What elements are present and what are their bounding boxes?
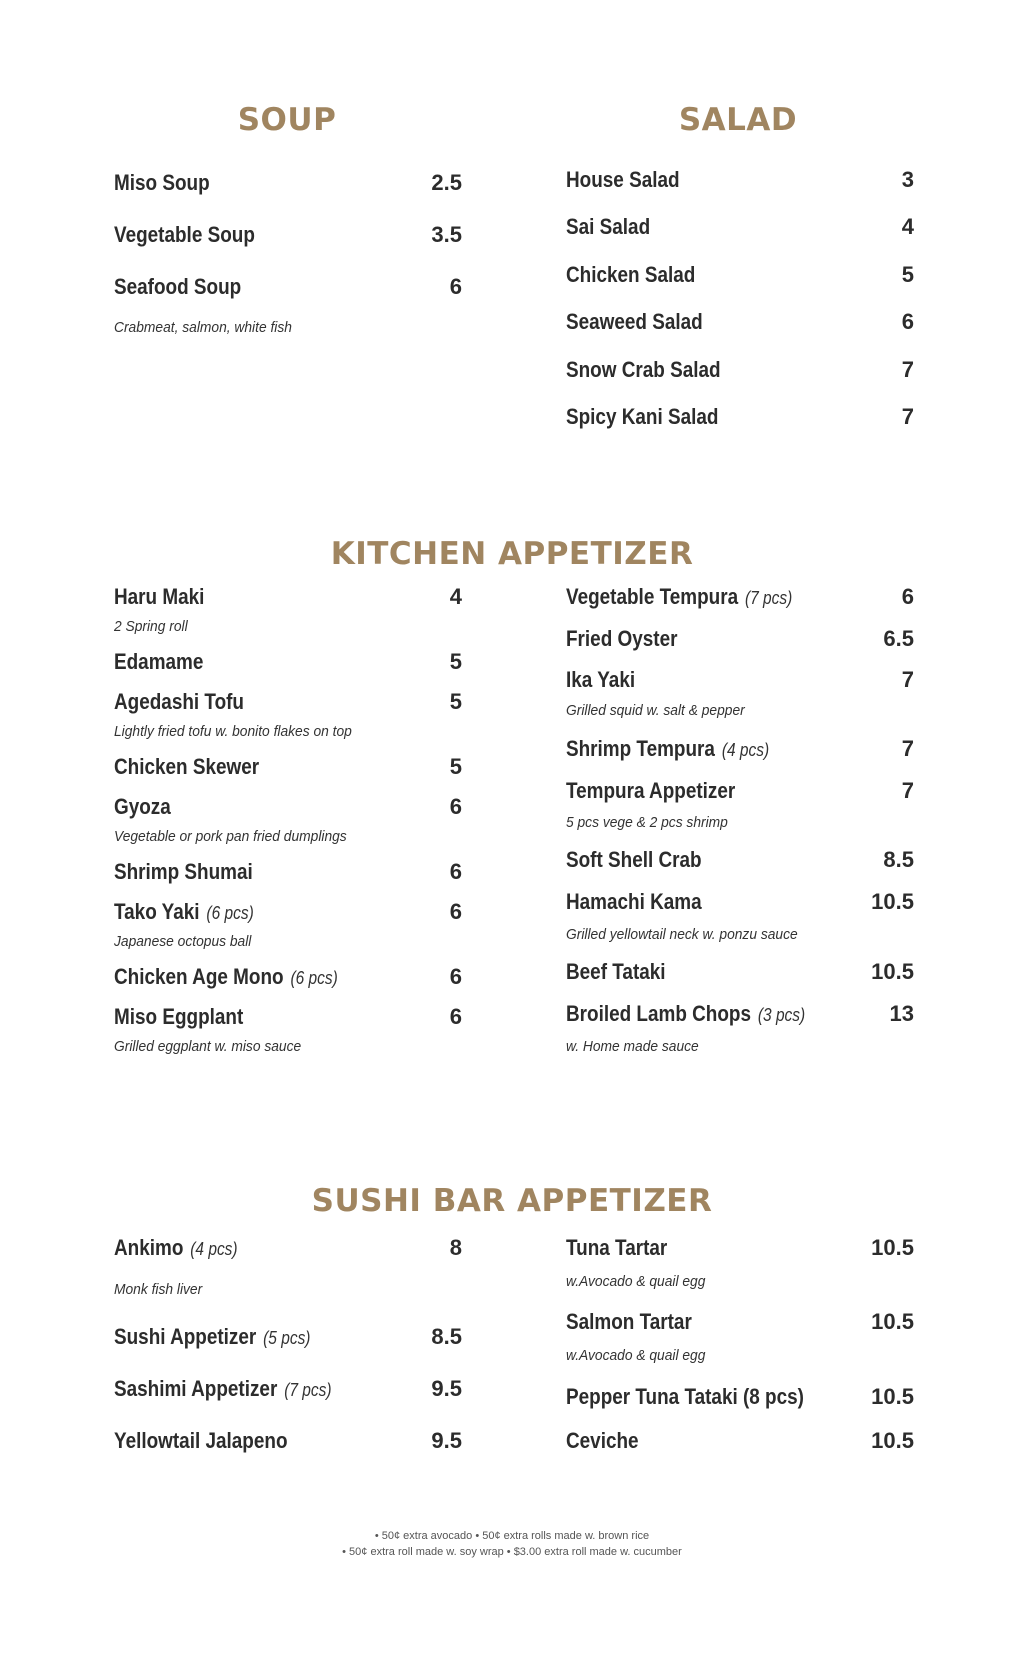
item-price: 10.5	[871, 1428, 914, 1453]
item-description: Grilled yellowtail neck w. ponzu sauce	[566, 926, 798, 943]
item-quantity: (4 pcs)	[721, 740, 770, 760]
item-price: 2.5	[431, 170, 462, 195]
menu-item-vegetable-soup	[114, 221, 462, 251]
menu-item-fried-oyster	[566, 625, 914, 655]
item-name-text: Ankimo	[114, 1235, 184, 1260]
item-price: 6	[901, 584, 914, 609]
menu-item-gyoza	[114, 793, 462, 823]
menu-item-chicken-salad	[566, 261, 914, 291]
item-name-text: Sushi Appetizer	[114, 1324, 257, 1349]
item-price: 4	[901, 214, 914, 239]
item-name: Ceviche	[566, 1428, 639, 1453]
item-name-text: Chicken Age Mono	[114, 964, 284, 989]
item-name: Chicken Skewer	[114, 754, 260, 779]
menu-item-ika-yaki	[566, 666, 914, 696]
menu-item-beef-tataki	[566, 958, 914, 988]
item-price: 5	[449, 649, 462, 674]
item-price: 10.5	[871, 1235, 914, 1260]
menu-item-pepper-tuna-tataki	[566, 1383, 914, 1413]
item-price: 6	[449, 1004, 462, 1029]
item-price: 10.5	[871, 1384, 914, 1409]
item-name: Snow Crab Salad	[566, 357, 721, 382]
menu-item-hamachi-kama	[566, 888, 914, 918]
item-price: 8.5	[431, 1324, 462, 1349]
kitchen-appetizer-heading: KITCHEN APPETIZER	[330, 536, 694, 572]
menu-item-chicken-skewer	[114, 753, 462, 783]
item-name	[114, 1234, 238, 1263]
menu-item-sai-salad	[566, 213, 914, 243]
item-price: 5	[449, 754, 462, 779]
item-name: Miso Soup	[114, 170, 210, 195]
item-name: Hamachi Kama	[566, 889, 702, 914]
item-name: Salmon Tartar	[566, 1309, 692, 1334]
item-name: Tempura Appetizer	[566, 778, 736, 803]
item-price: 7	[901, 357, 914, 382]
item-name: Spicy Kani Salad	[566, 404, 719, 429]
menu-item-haru-maki	[114, 583, 462, 613]
soup-heading: SOUP	[237, 102, 337, 138]
menu-item-agedashi-tofu	[114, 688, 462, 718]
menu-item-chicken-age-mono	[114, 963, 462, 993]
item-name-text: Tako Yaki	[114, 899, 200, 924]
item-name	[566, 583, 792, 612]
item-description: Grilled eggplant w. miso sauce	[114, 1038, 302, 1055]
item-price: 7	[901, 404, 914, 429]
menu-item-miso-eggplant	[114, 1003, 462, 1033]
item-price: 3	[901, 167, 914, 192]
item-name: Fried Oyster	[566, 626, 678, 651]
item-quantity: (7 pcs)	[744, 588, 793, 608]
menu-item-tako-yaki	[114, 898, 462, 928]
item-quantity: (4 pcs)	[190, 1239, 238, 1259]
item-name-text: Shrimp Tempura	[566, 736, 715, 761]
item-price: 8	[449, 1235, 462, 1260]
menu-item-tempura-appetizer	[566, 777, 914, 807]
item-name-text: Broiled Lamb Chops	[566, 1001, 752, 1026]
menu-item-shrimp-tempura	[566, 735, 914, 765]
item-price: 10.5	[871, 959, 914, 984]
item-price: 5	[449, 689, 462, 714]
item-name: Haru Maki	[114, 584, 205, 609]
item-description: 5 pcs vege & 2 pcs shrimp	[566, 814, 728, 831]
menu-item-sashimi-appetizer	[114, 1375, 462, 1405]
item-description: w.Avocado & quail egg	[566, 1273, 706, 1290]
item-price: 7	[901, 778, 914, 803]
item-price: 3.5	[431, 222, 462, 247]
menu-item-vegetable-tempura	[566, 583, 914, 613]
menu-item-miso-soup	[114, 169, 462, 199]
menu-item-ceviche	[566, 1427, 914, 1457]
item-price: 8.5	[883, 847, 914, 872]
item-price: 10.5	[871, 1309, 914, 1334]
item-price: 6	[449, 964, 462, 989]
item-name: Seafood Soup	[114, 274, 242, 299]
footnote-line-2: • 50¢ extra roll made w. soy wrap • $3.00 extra roll made w. cucumber	[342, 1546, 682, 1558]
menu-item-seafood-soup	[114, 273, 462, 303]
item-name-text: Vegetable Tempura	[566, 584, 739, 609]
menu-item-seaweed-salad	[566, 308, 914, 338]
item-name: Beef Tataki	[566, 959, 666, 984]
item-price: 10.5	[871, 889, 914, 914]
footnote-line-1: • 50¢ extra avocado • 50¢ extra rolls made w. brown rice	[374, 1530, 650, 1542]
menu-item-salmon-tartar	[566, 1308, 914, 1338]
item-description: w. Home made sauce	[566, 1038, 699, 1055]
item-name	[114, 1375, 332, 1404]
item-price: 13	[889, 1001, 914, 1026]
salad-heading: SALAD	[678, 102, 798, 138]
item-price: 6	[449, 859, 462, 884]
item-name: Chicken Salad	[566, 262, 696, 287]
item-name: Ika Yaki	[566, 667, 636, 692]
item-quantity: (7 pcs)	[284, 1380, 332, 1400]
item-description: Japanese octopus ball	[114, 933, 252, 950]
item-description: 2 Spring roll	[114, 618, 188, 635]
item-name: Shrimp Shumai	[114, 859, 253, 884]
item-price: 9.5	[431, 1428, 462, 1453]
menu-item-house-salad	[566, 166, 914, 196]
item-price: 4	[449, 584, 462, 609]
item-price: 6.5	[883, 626, 914, 651]
item-name: Sai Salad	[566, 214, 651, 239]
item-name	[566, 735, 769, 764]
item-name: Pepper Tuna Tataki (8 pcs)	[566, 1384, 804, 1409]
item-name: Soft Shell Crab	[566, 847, 702, 872]
menu-item-soft-shell-crab	[566, 846, 914, 876]
item-name	[114, 898, 254, 927]
item-name: Tuna Tartar	[566, 1235, 668, 1260]
item-description: Grilled squid w. salt & pepper	[566, 702, 745, 719]
item-price: 7	[901, 667, 914, 692]
item-price: 6	[449, 899, 462, 924]
menu-item-tuna-tartar	[566, 1234, 914, 1264]
item-price: 9.5	[431, 1376, 462, 1401]
item-quantity: (5 pcs)	[263, 1328, 311, 1348]
item-name: Miso Eggplant	[114, 1004, 244, 1029]
menu-item-snow-crab-salad	[566, 356, 914, 386]
menu-item-shrimp-shumai	[114, 858, 462, 888]
item-description: Monk fish liver	[114, 1281, 203, 1298]
item-price: 6	[449, 794, 462, 819]
item-quantity: (3 pcs)	[757, 1005, 806, 1025]
item-name: Edamame	[114, 649, 204, 674]
item-name	[114, 963, 338, 992]
item-name: House Salad	[566, 167, 680, 192]
item-description: Vegetable or pork pan fried dumplings	[114, 828, 347, 845]
item-price: 6	[449, 274, 462, 299]
item-quantity: (6 pcs)	[206, 903, 254, 923]
menu-item-spicy-kani-salad	[566, 403, 914, 433]
menu-item-sushi-appetizer	[114, 1323, 462, 1353]
item-name: Seaweed Salad	[566, 309, 703, 334]
item-name	[566, 1000, 805, 1029]
item-name: Vegetable Soup	[114, 222, 255, 247]
item-name: Agedashi Tofu	[114, 689, 244, 714]
item-price: 7	[901, 736, 914, 761]
item-description: w.Avocado & quail egg	[566, 1347, 706, 1364]
sushi-bar-appetizer-heading: SUSHI BAR APPETIZER	[311, 1183, 713, 1219]
item-name: Yellowtail Jalapeno	[114, 1428, 288, 1453]
menu-item-yellowtail-jalapeno	[114, 1427, 462, 1457]
item-quantity: (6 pcs)	[290, 968, 338, 988]
item-name: Gyoza	[114, 794, 171, 819]
item-description: Lightly fried tofu w. bonito flakes on top	[114, 723, 352, 740]
item-name	[114, 1323, 310, 1352]
menu-item-broiled-lamb-chops	[566, 1000, 914, 1030]
item-description: Crabmeat, salmon, white fish	[114, 319, 292, 336]
item-price: 5	[901, 262, 914, 287]
item-name-text: Sashimi Appetizer	[114, 1376, 278, 1401]
menu-item-ankimo	[114, 1234, 462, 1264]
menu-item-edamame	[114, 648, 462, 678]
item-price: 6	[901, 309, 914, 334]
